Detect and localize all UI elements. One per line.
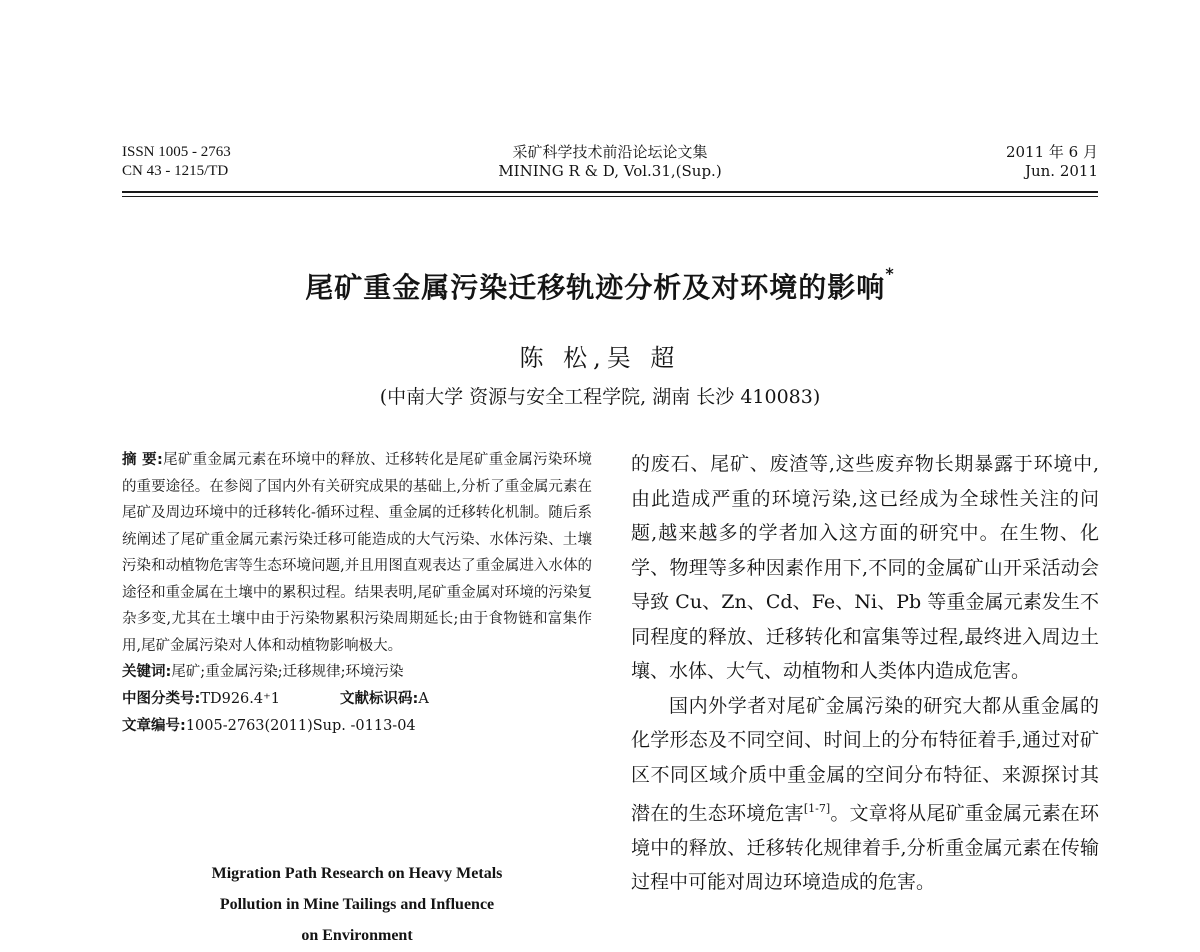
abstract-label: 摘 要: [122, 452, 163, 468]
english-title-line-1: Migration Path Research on Heavy Metals [211, 865, 503, 882]
document-code-value: A [418, 691, 429, 707]
authors: 陈 松,吴 超 [519, 344, 681, 372]
header-rule-thick [122, 191, 1098, 193]
running-header [122, 143, 1098, 187]
affiliation: (中南大学 资源与安全工程学院, 湖南 长沙 410083) [379, 386, 821, 408]
article-number-value: 1005-2763(2011)Sup. -0113-04 [185, 718, 416, 734]
document-code-label: 文献标识码: [340, 691, 419, 707]
english-title-line-3: on Environment [301, 927, 413, 944]
date-cn: 2011 年 6 月 [1005, 143, 1098, 161]
article-number-label: 文章编号: [122, 718, 186, 734]
abstract-text: 尾矿重金属元素在环境中的释放、迁移转化是尾矿重金属污染环境的重要途径。在参阅了国内外有关研究成果的基础上,分析了重金属元素在尾矿及周边环境中的迁移转化-循环过程、重金属的迁移转化机制。随后系统阐述了尾矿重金属元素污染迁移可能造成的大气污染、水体污染、土壤污染和动植物危害等生态环境问题,并且用图直观表达了重金属进入水体的途径和重金属在土壤中的累积过程。结果表明,尾矿重金属对环境的污染复杂多变,尤其在土壤中由于污染物累积污染周期延长;由于食物链和富集作用,尾矿金属污染对人体和动植物影响极大。 [122, 452, 592, 654]
body-paragraph-2-text-a: 国内外学者对尾矿金属污染的研究大都从重金属的化学形态及不同空间、时间上的分布特征着手,通过对矿区不同区域介质中重金属的空间分布特征、来源探讨其潜在的生态环境危害 [631, 694, 1099, 825]
body-paragraph-1: 的废石、尾矿、废渣等,这些废弃物长期暴露于环境中,由此造成严重的环境污染,这已经成为全球性关注的问题,越来越多的学者加入这方面的研究中。在生物、化学、物理等多种因素作用下,不同的金属矿山开采活动会导致 Cu、Zn、Cd、Fe、Ni、Pb 等重金属元素发生不同程度的释放、迁移转化和富集等过程,最终进入周边土壤、水体、大气、动植物和人类体内造成危害。 [631, 453, 1099, 682]
cn-number: CN 43 - 1215/TD [122, 163, 229, 179]
english-title [122, 858, 592, 951]
journal-name-en: MINING R & D, Vol.31,(Sup.) [498, 162, 722, 180]
issn: ISSN 1005 - 2763 [122, 144, 231, 160]
paper-title [0, 266, 1200, 306]
left-column [122, 447, 592, 740]
date-en: Jun. 2011 [1024, 162, 1098, 180]
classification-value: TD926.4⁺1 [200, 691, 280, 707]
keywords [122, 659, 592, 686]
right-column [631, 447, 1099, 900]
classification-label: 中图分类号: [122, 691, 201, 707]
article-number [122, 713, 592, 740]
paper-title-text: 尾矿重金属污染迁移轨迹分析及对环境的影响 [305, 271, 886, 304]
header-journal-block [122, 143, 1098, 181]
title-footnote-mark: * [885, 264, 895, 283]
keywords-text: 尾矿;重金属污染;迁移规律;环境污染 [171, 664, 404, 680]
citation-ref: [1-7] [803, 802, 831, 815]
english-title-line-2: Pollution in Mine Tailings and Influence [219, 896, 495, 913]
classification [122, 686, 280, 713]
header-rule-thin [122, 196, 1098, 197]
body-paragraph-2-text-b: 。文章将从尾矿重金属元素在环境中的释放、迁移转化规律着手,分析重金属元素在传输过程中可能对周边环境造成的危害。 [631, 802, 1099, 894]
document-code [340, 686, 429, 713]
abstract [122, 447, 592, 659]
body-paragraph-2 [631, 689, 1099, 900]
keywords-label: 关键词: [122, 664, 172, 680]
classification-row [122, 686, 592, 713]
journal-name-cn: 采矿科学技术前沿论坛论文集 [512, 143, 708, 161]
header-date-block [1006, 143, 1098, 181]
